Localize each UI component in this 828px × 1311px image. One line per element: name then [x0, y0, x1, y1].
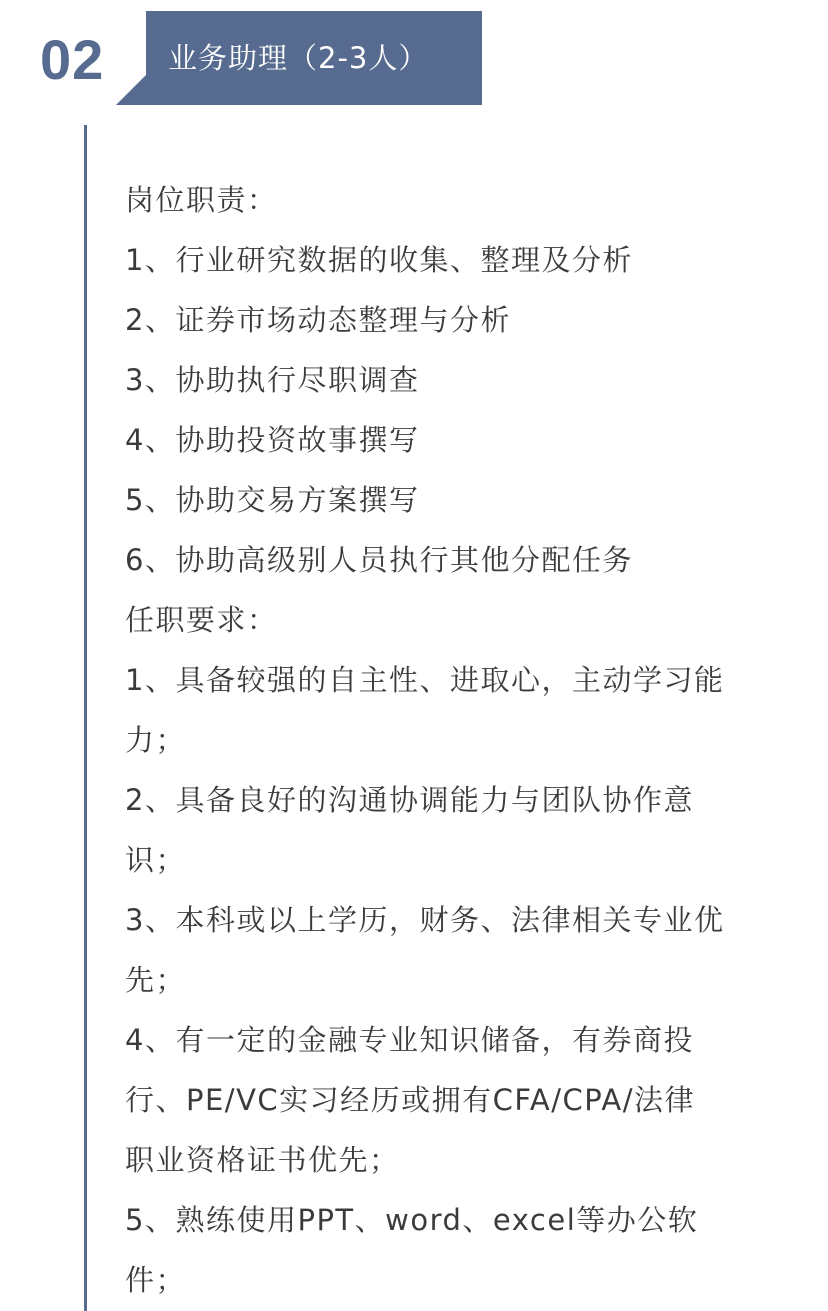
text-line: 先；: [125, 963, 187, 997]
text-line: 4、有一定的金融专业知识储备，有券商投: [125, 1023, 694, 1057]
text-line: 1、行业研究数据的收集、整理及分析: [125, 243, 633, 277]
text-line: 2、具备良好的沟通协调能力与团队协作意: [125, 783, 694, 817]
text-line: 2、证券市场动态整理与分析: [125, 303, 511, 337]
title-text: 业务助理（2-3人）: [168, 41, 429, 75]
section-number: 02: [40, 28, 105, 91]
text-line: 职业资格证书优先；: [125, 1143, 400, 1177]
text-line: 行、PE/VC实习经历或拥有CFA/CPA/法律: [125, 1083, 696, 1117]
text-line: 任职要求：: [125, 603, 278, 637]
text-line: 6、协助高级别人员执行其他分配任务: [125, 543, 633, 577]
text-line: 识；: [125, 843, 187, 877]
text-line: 1、具备较强的自主性、进取心，主动学习能: [125, 663, 725, 697]
text-line: 力；: [125, 723, 187, 757]
text-line: 5、协助交易方案撰写: [125, 483, 420, 517]
content-body: [125, 170, 750, 1310]
text-line: 件；: [125, 1263, 187, 1297]
text-line: 3、协助执行尽职调查: [125, 363, 420, 397]
title-banner: [116, 11, 482, 105]
text-line: 5、熟练使用PPT、word、excel等办公软: [125, 1203, 699, 1237]
text-line: 4、协助投资故事撰写: [125, 423, 420, 457]
text-line: 岗位职责：: [125, 183, 278, 217]
text-line: 3、本科或以上学历，财务、法律相关专业优: [125, 903, 725, 937]
vertical-rule: [84, 125, 87, 1311]
